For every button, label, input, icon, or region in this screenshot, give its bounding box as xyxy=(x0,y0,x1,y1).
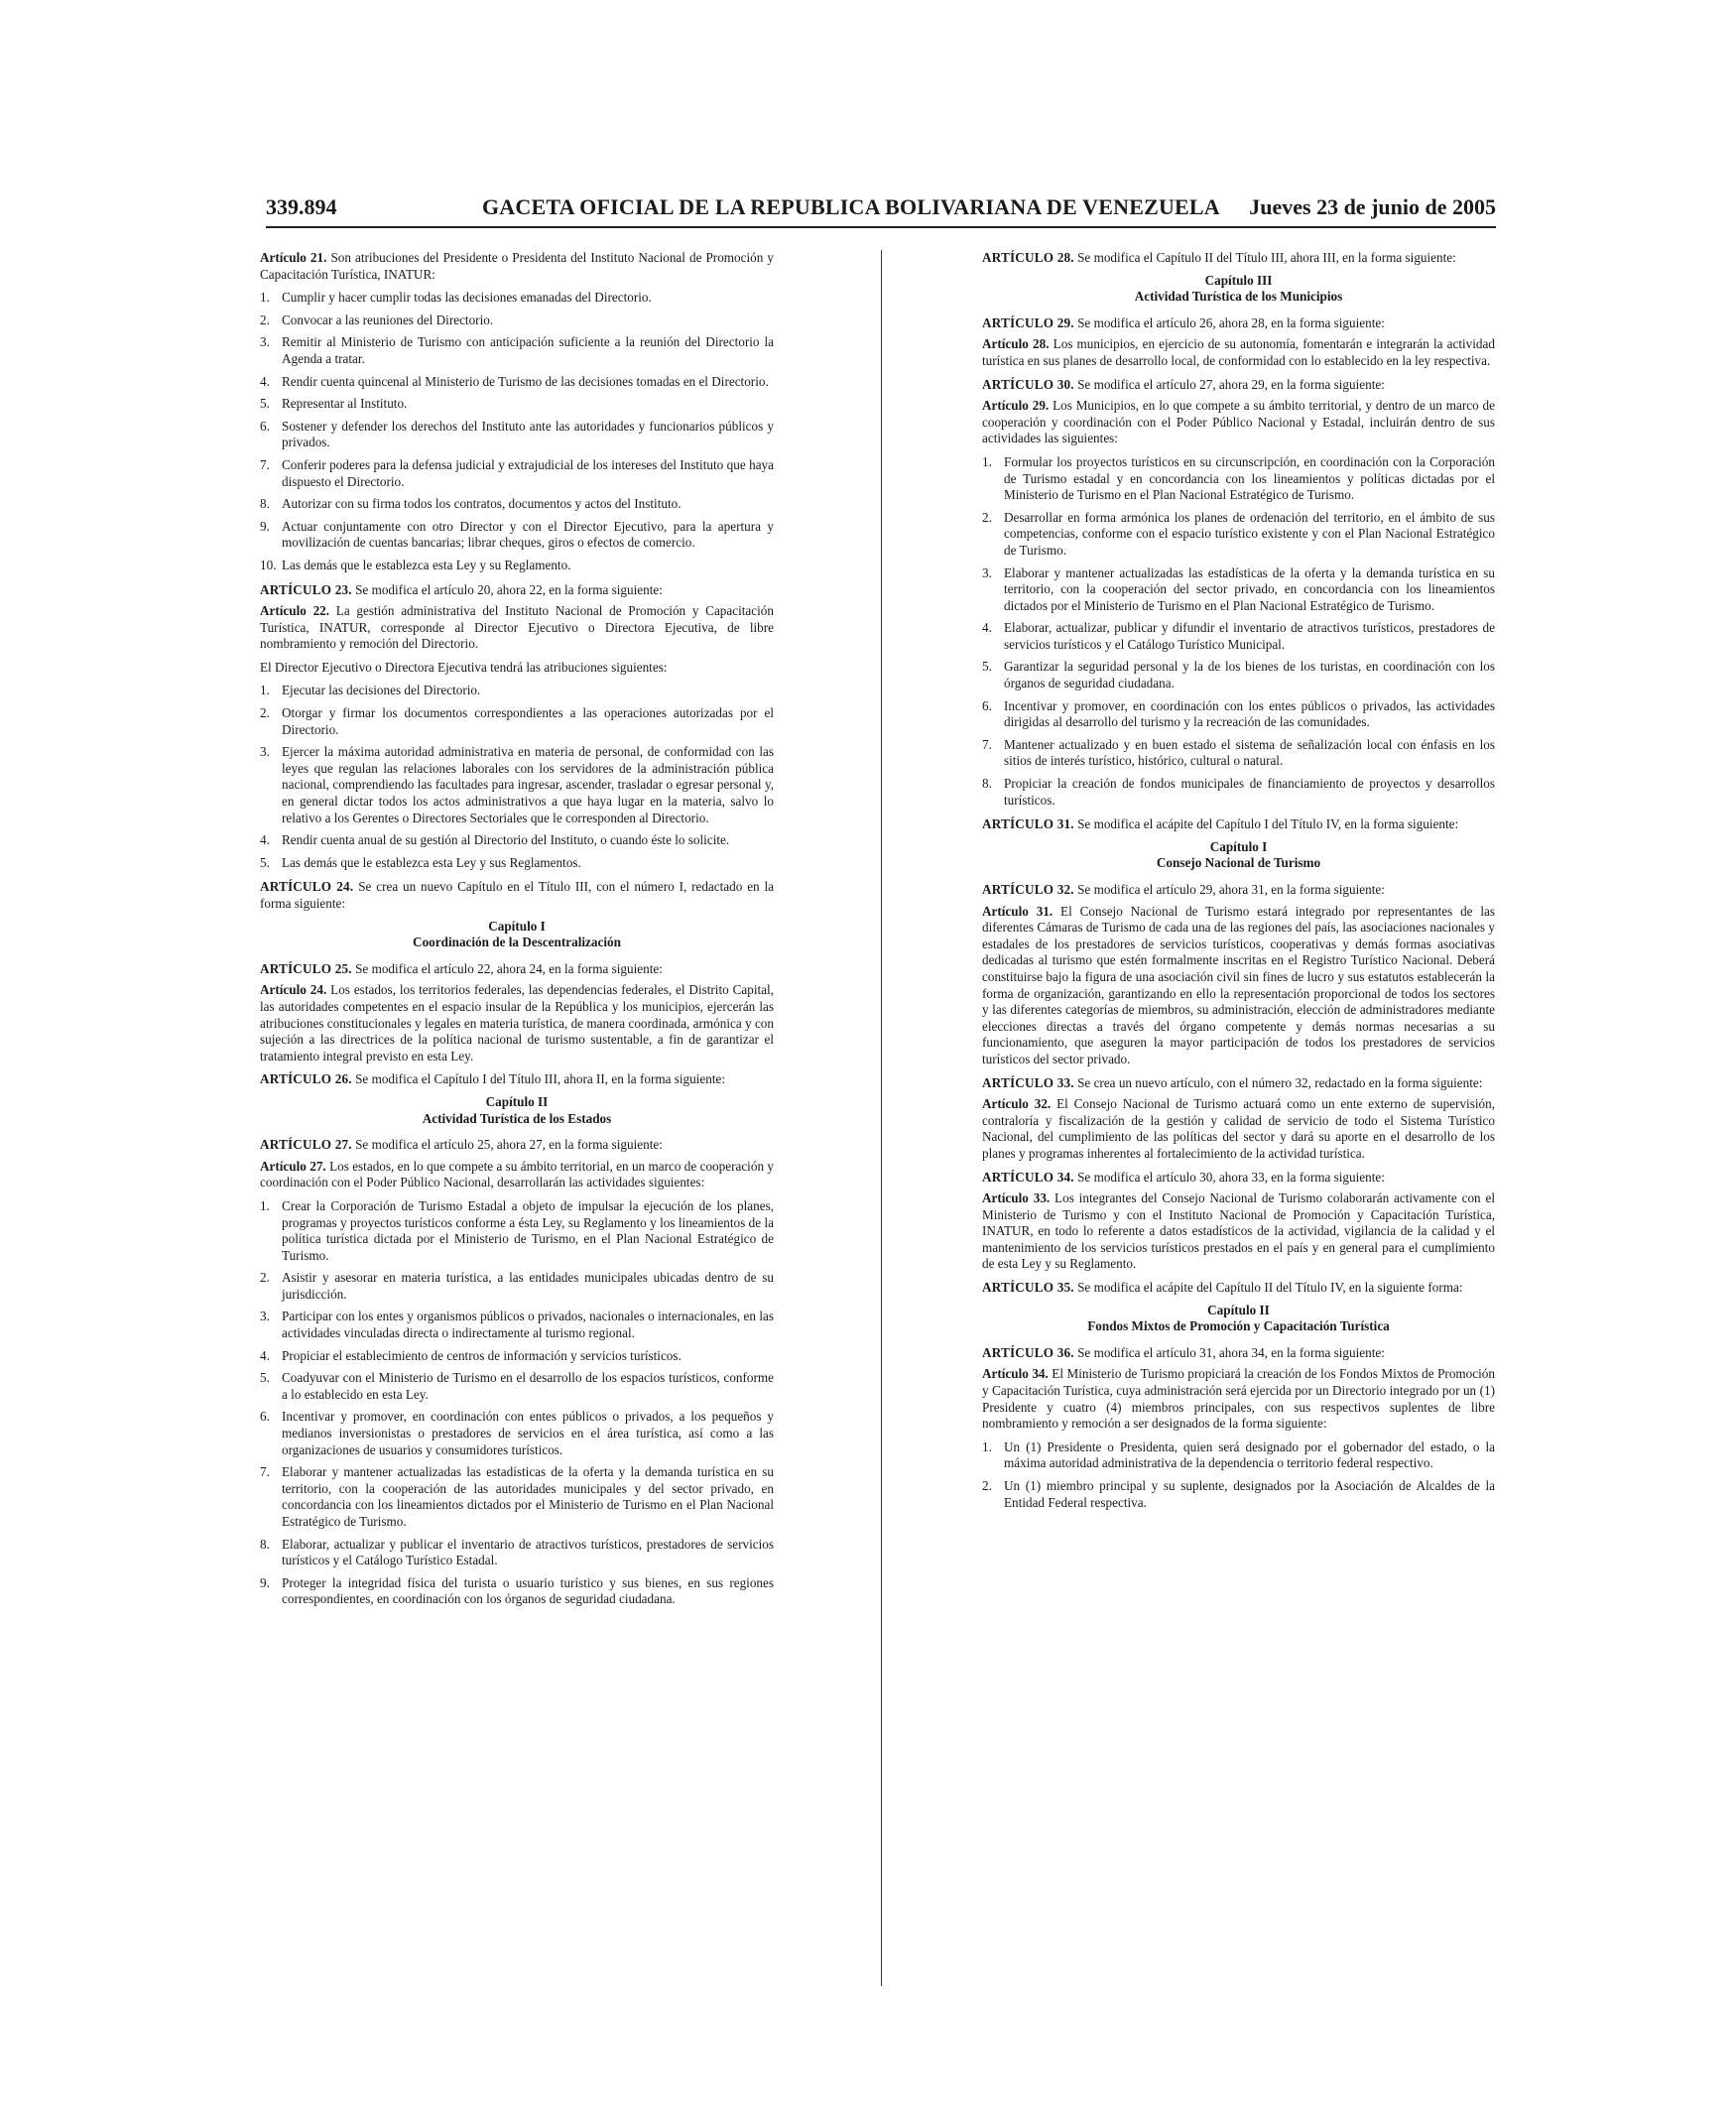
list-item-number: 1. xyxy=(982,453,992,469)
list-item-text: Elaborar y mantener actualizadas las estadísticas de la oferta y la demanda turística en su territorio, con la cooperación de las autoridades municipales y del sector privado, en concordancia con los lineamientos dictados por el Ministerio de Turismo en el Plan Nacional Estratégico de Turismo. xyxy=(282,1464,774,1529)
list-item-number: 10. xyxy=(260,557,277,572)
list-item-text: Elaborar, actualizar y publicar el inventario de atractivos turísticos, prestadores de servicios turísticos y el Catálogo Turístico Estadal. xyxy=(282,1536,774,1568)
list-item xyxy=(260,1198,774,1264)
article-33-text: Artículo 33. Los integrantes del Consejo Nacional de Turismo colaborarán activamente con el Ministerio de Turismo y con el Instituto Nacional de Promoción y Capacitación Turística, INATUR, en todo lo referente a datos estadísticos de la actividad, vigilancia de la calidad y el mantenimiento de los servicios turísticos prestados en el país y en general para el cumplimiento de esta Ley y su Reglamento. xyxy=(982,1190,1495,1272)
article-21-list xyxy=(260,290,774,573)
list-item-text: Cumplir y hacer cumplir todas las decisiones emanadas del Directorio. xyxy=(282,290,652,306)
list-item-number: 8. xyxy=(982,776,992,792)
list-item-number: 5. xyxy=(260,396,270,412)
list-item xyxy=(260,1575,774,1608)
article-33-title: ARTÍCULO 33. Se crea un nuevo artículo, con el número 32, redactado en la forma siguiente: xyxy=(982,1074,1483,1090)
article-28-title: ARTÍCULO 28. Se modifica el Capítulo II del Título III, ahora III, en la forma siguiente: xyxy=(982,250,1456,265)
chapter-heading: Capítulo III Actividad Turística de los Municipios xyxy=(1134,272,1343,305)
article-31-text: Artículo 31. El Consejo Nacional de Turismo estará integrado por representantes de las diferentes Cámaras de Turismo de cada una de las regiones del país, las asociaciones nacionales y estadales de los prestadores de servicios turísticos, cooperativas y demás formas asociativas dedicadas al turismo que estén formalmente inscritas en el Registro Turístico Nacional. Deberá constituirse bajo la figura de una asociación civil sin fines de lucro y sus estatutos establecerán la forma de organización, garantizando en ello la representación proporcional de todos los sectores y las diferentes categorías de miembros, su administración, elección de administradores mediante elecciones directas a través del órgano competente y demás normas necesarias a su funcionamiento, que aseguren la mayor participación de todos los prestadores de servicios turísticos del sector privado. xyxy=(982,903,1495,1066)
list-item-number: 3. xyxy=(260,1309,270,1324)
article-36-title: ARTÍCULO 36. Se modifica el artículo 31, ahora 34, en la forma siguiente: xyxy=(982,1344,1385,1360)
list-item-number: 1. xyxy=(260,1197,270,1213)
list-item-number: 8. xyxy=(260,496,270,512)
list-item xyxy=(260,855,774,872)
left-column xyxy=(260,250,774,1616)
article-22-subtitle: El Director Ejecutivo o Directora Ejecutiva tendrá las atribuciones siguientes: xyxy=(260,659,668,675)
list-item xyxy=(982,659,1495,691)
list-item-text: Coadyuvar con el Ministerio de Turismo en el desarrollo de los espacios turísticos, conforme a lo establecido en esta Ley. xyxy=(282,1370,774,1402)
list-item-text: Propiciar el establecimiento de centros de información y servicios turísticos. xyxy=(282,1347,682,1363)
article-32-text: Artículo 32. El Consejo Nacional de Turismo actuará como un ente externo de supervisión, contraloría y fiscalización de la gestión y calidad de servicio de todo el Sistema Turístico Nacional, del cumplimiento de las políticas del sector y dará su aporte en el desarrollo de los planes y programas inherentes al fortalecimiento de la actividad turística. xyxy=(982,1096,1495,1161)
column-divider xyxy=(881,250,882,1986)
list-item-text: Las demás que le establezca esta Ley y sus Reglamentos. xyxy=(282,854,581,870)
list-item xyxy=(260,1464,774,1530)
list-item xyxy=(982,737,1495,770)
list-item-number: 9. xyxy=(260,518,270,534)
list-item-number: 7. xyxy=(260,1464,270,1480)
list-item xyxy=(260,683,774,699)
gazette-title: GACETA OFICIAL DE LA REPUBLICA BOLIVARIANA DE VENEZUELA xyxy=(482,194,1220,219)
list-item-number: 3. xyxy=(260,334,270,350)
list-item-text: Representar al Instituto. xyxy=(282,396,408,412)
list-item-number: 6. xyxy=(260,1409,270,1425)
article-29-text: Artículo 29. Los Municipios, en lo que compete a su ámbito territorial, y dentro de un marco de cooperación y coordinación con el Poder Público Nacional y Estadal, incluirán dentro de sus actividades las siguientes: xyxy=(982,398,1495,446)
list-item xyxy=(260,334,774,367)
list-item-text: Asistir y asesorar en materia turística, a las entidades municipales ubicadas dentro de su jurisdicción. xyxy=(282,1270,774,1302)
list-item xyxy=(260,1270,774,1303)
list-item xyxy=(260,1370,774,1403)
list-item-number: 5. xyxy=(982,659,992,675)
right-column xyxy=(982,250,1495,1519)
list-item-text: Las demás que le establezca esta Ley y su Reglamento. xyxy=(282,557,571,572)
list-item xyxy=(260,832,774,849)
issue-date: Jueves 23 de junio de 2005 xyxy=(1249,194,1496,219)
list-item xyxy=(982,1478,1495,1511)
list-item-text: Crear la Corporación de Turismo Estadal a objeto de impulsar la ejecución de los planes, programas y proyectos turísticos conforme a ésta Ley, su Reglamento y los lineamientos de la política turística dictada por el Ministerio de Turismo, en el Plan Nacional Estratégico de Turismo. xyxy=(282,1197,774,1263)
list-item-text: Conferir poderes para la defensa judicial y extrajudicial de los intereses del Instituto que haya dispuesto el Directorio. xyxy=(282,456,774,489)
list-item xyxy=(260,705,774,738)
list-item-text: Ejecutar las decisiones del Directorio. xyxy=(282,683,481,698)
list-item-number: 6. xyxy=(260,418,270,434)
list-item-text: Mantener actualizado y en buen estado el sistema de señalización local con énfasis en los sitios de interés turístico, histórico, cultural o natural. xyxy=(1004,736,1495,769)
list-item xyxy=(260,1409,774,1458)
article-21-intro: Artículo 21. Son atribuciones del Presidente o Presidenta del Instituto Nacional de Promoción y Capacitación Turística, INATUR: xyxy=(260,250,774,282)
list-item-number: 4. xyxy=(982,620,992,636)
list-item xyxy=(260,419,774,451)
list-item-text: Elaborar, actualizar, publicar y difundir el inventario de atractivos turísticos, prestadores de servicios turísticos y el Catálogo Turístico Municipal. xyxy=(1004,620,1495,652)
article-30-title: ARTÍCULO 30. Se modifica el artículo 27, ahora 29, en la forma siguiente: xyxy=(982,376,1385,392)
list-item-number: 2. xyxy=(982,1478,992,1493)
list-item-number: 2. xyxy=(982,509,992,525)
article-34-text: Artículo 34. El Ministerio de Turismo propiciará la creación de los Fondos Mixtos de Promoción y Capacitación Turística, cuya administración será ejercida por un Directorio integrado por un (1) Presidente y cuatro (4) miembros principales, con sus respectivos suplentes de libre nombramiento y remoción a ser designados de la forma siguiente: xyxy=(982,1366,1495,1432)
list-item-number: 2. xyxy=(260,1270,270,1286)
article-29-list xyxy=(982,454,1495,809)
header-rule xyxy=(266,226,1496,228)
chapter-heading: Capítulo I Coordinación de la Descentralización xyxy=(413,918,621,950)
list-item-text: Rendir cuenta anual de su gestión al Directorio del Instituto, o cuando éste lo solicite. xyxy=(282,832,730,848)
article-27-text: Artículo 27. Los estados, en lo que compete a su ámbito territorial, en un marco de cooperación y coordinación con el Poder Público Nacional, desarrollarán las actividades siguientes: xyxy=(260,1158,774,1190)
list-item-number: 2. xyxy=(260,705,270,721)
list-item-text: Participar con los entes y organismos públicos o privados, nacionales o internacionales, en las actividades vinculadas directa o indirectamente al turismo regional. xyxy=(282,1309,774,1341)
list-item xyxy=(260,1309,774,1341)
article-22-list xyxy=(260,683,774,871)
list-item-text: Incentivar y promover, en coordinación con los entes públicos o privados, las actividades dirigidas al desarrollo del turismo y la recreación de las comunidades. xyxy=(1004,697,1495,730)
list-item xyxy=(260,1537,774,1569)
article-23-title: ARTÍCULO 23. Se modifica el artículo 20, ahora 22, en la forma siguiente: xyxy=(260,581,663,597)
list-item-number: 7. xyxy=(260,456,270,472)
list-item-text: Convocar a las reuniones del Directorio. xyxy=(282,312,494,327)
list-item-text: Proteger la integridad física del turista o usuario turístico y sus bienes, en sus regiones correspondientes, en coordinación con los órganos de seguridad ciudadana. xyxy=(282,1574,774,1607)
list-item-text: Desarrollar en forma armónica los planes de ordenación del territorio, en el ámbito de sus competencias, conforme con el espacio turístico existente y con el Plan Nacional Estratégico de Turismo. xyxy=(1004,509,1495,558)
list-item-text: Propiciar la creación de fondos municipales de financiamiento de proyectos y desarrollos turísticos. xyxy=(1004,776,1495,808)
list-item xyxy=(982,698,1495,731)
list-item xyxy=(260,744,774,826)
list-item-text: Autorizar con su firma todos los contratos, documentos y actos del Instituto. xyxy=(282,496,682,512)
list-item-text: Ejercer la máxima autoridad administrativa en materia de personal, de conformidad con las leyes que regulan las relaciones laborales con los servidores de la administración pública nacional, comprendiendo las facultades para ingresar, ascender, trasladar o egresar personal y, en general dictar todos los actos administrativos a que haya lugar en la materia, salvo lo relativo a los Gerentes o Directores Sectoriales que le corresponden al Directorio. xyxy=(282,744,774,825)
list-item xyxy=(982,565,1495,615)
article-29-title: ARTÍCULO 29. Se modifica el artículo 26, ahora 28, en la forma siguiente: xyxy=(982,314,1385,330)
list-item xyxy=(982,776,1495,809)
list-item-number: 6. xyxy=(982,697,992,713)
list-item xyxy=(260,374,774,391)
chapter-heading: Capítulo II Fondos Mixtos de Promoción y Capacitación Turística xyxy=(1087,1302,1390,1334)
list-item-number: 1. xyxy=(260,290,270,306)
article-27-title: ARTÍCULO 27. Se modifica el artículo 25, ahora 27, en la forma siguiente: xyxy=(260,1137,663,1153)
list-item-number: 3. xyxy=(260,744,270,760)
list-item xyxy=(260,396,774,413)
list-item xyxy=(260,290,774,307)
list-item-number: 1. xyxy=(982,1438,992,1454)
list-item-text: Incentivar y promover, en coordinación con entes públicos o privados, a los pequeños y medianos inversionistas o prestadores de servicios en el área turística, así como a las organizaciones de usuarios y consumidores turísticos. xyxy=(282,1409,774,1457)
list-item xyxy=(982,1439,1495,1472)
list-item-text: Otorgar y firmar los documentos correspondientes a las operaciones autorizadas por el Directorio. xyxy=(282,705,774,737)
article-24-title: ARTÍCULO 24. Se crea un nuevo Capítulo en el Título III, con el número I, redactado en la forma siguiente: xyxy=(260,879,774,911)
article-28-text: Artículo 28. Los municipios, en ejercicio de su autonomía, fomentarán e integrarán la actividad turística en sus planes de desarrollo local, de conformidad con lo establecido en la ley respectiva. xyxy=(982,336,1495,368)
article-32-title: ARTÍCULO 32. Se modifica el artículo 29, ahora 31, en la forma siguiente: xyxy=(982,882,1385,897)
list-item-number: 2. xyxy=(260,312,270,327)
chapter-heading: Capítulo II Actividad Turística de los Estados xyxy=(422,1093,612,1126)
list-item xyxy=(260,312,774,329)
list-item xyxy=(982,510,1495,560)
article-24-text: Artículo 24. Los estados, los territorios federales, las dependencias federales, el Distrito Capital, las autoridades competentes en el espacio insular de la República y los municipios, ejercerán las atribuciones constitucionales y legales en materia turística, de manera coordinada, armónica y con sujeción a las directrices de la política nacional de turismo sustentable, a fin de garantizar el tratamiento integral previsto en esta Ley. xyxy=(260,982,774,1063)
page-header xyxy=(266,194,1496,224)
list-item xyxy=(260,1348,774,1365)
list-item-number: 9. xyxy=(260,1574,270,1590)
list-item xyxy=(260,496,774,513)
list-item-number: 8. xyxy=(260,1536,270,1552)
list-item xyxy=(982,454,1495,504)
list-item-number: 3. xyxy=(982,564,992,580)
article-25-title: ARTÍCULO 25. Se modifica el artículo 22, ahora 24, en la forma siguiente: xyxy=(260,960,663,976)
list-item-text: Sostener y defender los derechos del Instituto ante las autoridades y funcionarios públicos y privados. xyxy=(282,418,774,450)
list-item xyxy=(260,457,774,490)
list-item-text: Remitir al Ministerio de Turismo con anticipación suficiente a la reunión del Directorio la Agenda a tratar. xyxy=(282,334,774,366)
list-item-text: Un (1) miembro principal y su suplente, designados por la Asociación de Alcaldes de la Entidad Federal respectiva. xyxy=(1004,1478,1495,1510)
list-item-text: Garantizar la seguridad personal y la de los bienes de los turistas, en coordinación con los órganos de seguridad ciudadana. xyxy=(1004,659,1495,691)
article-34-title: ARTÍCULO 34. Se modifica el artículo 30, ahora 33, en la forma siguiente: xyxy=(982,1169,1385,1185)
article-31-title: ARTÍCULO 31. Se modifica el acápite del Capítulo I del Título IV, en la forma siguiente: xyxy=(982,816,1459,832)
article-27-list xyxy=(260,1198,774,1608)
list-item-number: 4. xyxy=(260,1347,270,1363)
list-item-number: 5. xyxy=(260,854,270,870)
list-item-text: Actuar conjuntamente con otro Director y con el Director Ejecutivo, para la apertura y movilización de cuentas bancarias; librar cheques, giros o efectos de comercio. xyxy=(282,518,774,551)
article-35-title: ARTÍCULO 35. Se modifica el acápite del Capítulo II del Título IV, en la siguiente forma: xyxy=(982,1280,1463,1296)
chapter-heading: Capítulo I Consejo Nacional de Turismo xyxy=(1156,838,1321,871)
list-item-number: 4. xyxy=(260,373,270,389)
list-item-text: Rendir cuenta quincenal al Ministerio de Turismo de las decisiones tomadas en el Directorio. xyxy=(282,373,769,389)
list-item xyxy=(260,519,774,552)
article-22-text: Artículo 22. La gestión administrativa del Instituto Nacional de Promoción y Capacitación Turística, INATUR, corresponde al Director Ejecutivo o Directora Ejecutiva, de libre nombramiento y remoción del Directorio. xyxy=(260,603,774,652)
list-item-number: 7. xyxy=(982,736,992,752)
list-item-text: Un (1) Presidente o Presidenta, quien será designado por el gobernador del estado, o la máxima autoridad administrativa de la dependencia o territorio federal respectivo. xyxy=(1004,1438,1495,1471)
page-number: 339.894 xyxy=(266,194,337,219)
article-34-list xyxy=(982,1439,1495,1511)
article-26-title: ARTÍCULO 26. Se modifica el Capítulo I del Título III, ahora II, en la forma siguiente: xyxy=(260,1071,726,1087)
list-item-number: 5. xyxy=(260,1370,270,1386)
list-item-number: 4. xyxy=(260,832,270,848)
list-item xyxy=(982,620,1495,653)
list-item-text: Elaborar y mantener actualizadas las estadísticas de la oferta y la demanda turística en su territorio, con la cooperación del sector privado, en concordancia con los lineamientos dictados por el Ministerio de Turismo en el Plan Nacional Estratégico de Turismo. xyxy=(1004,564,1495,613)
list-item-text: Formular los proyectos turísticos en su circunscripción, en coordinación con la Corporación de Turismo estadal y en concordancia con los lineamientos y políticas dictadas por el Ministerio de Turismo en el Plan Nacional Estratégico de Turismo. xyxy=(1004,453,1495,503)
list-item xyxy=(260,558,774,574)
list-item-number: 1. xyxy=(260,683,270,698)
